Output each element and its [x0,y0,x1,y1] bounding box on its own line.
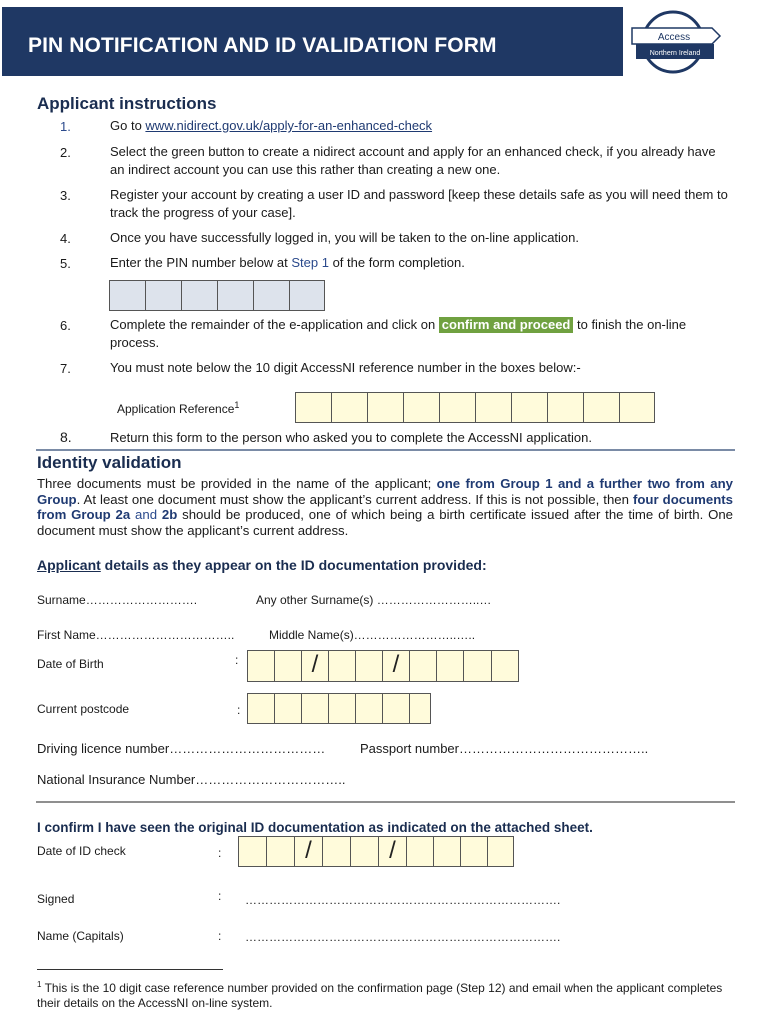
identity-group-2b: 2b [161,507,178,522]
step-2-number: 2. [60,145,71,160]
ref-box[interactable] [583,392,619,423]
identity-and: and [130,507,162,522]
step-1-reference: Step 1 [291,255,329,270]
postcode-box[interactable] [328,693,355,724]
page-title: PIN NOTIFICATION AND ID VALIDATION FORM [28,34,497,57]
step-7-text: You must note below the 10 digit AccessNI reference number in the boxes below:- [110,360,581,375]
confirm-heading: I confirm I have seen the original ID documentation as indicated on the attached sheet. [37,820,593,835]
logo-text-access: Access [657,32,691,43]
date-box[interactable] [460,836,487,867]
middle-name-field[interactable]: Middle Name(s)……………………..….. [269,628,476,642]
step-5-suffix: of the form completion. [328,255,465,270]
identity-heading: Identity validation [37,453,182,472]
ref-box[interactable] [367,392,403,423]
identity-text-3: should be produced, one of which being a birth certificate issued after the time of birth. One document must show the applicant’s current address. [37,507,733,538]
footnote-text: This is the 10 digit case reference number provided on the confirmation page (Step 12) and email when the applicant completes their details on the AccessNI on-line system. [37,981,723,1010]
pin-box[interactable] [253,280,289,311]
date-box[interactable] [350,836,378,867]
dob-box[interactable] [491,650,519,682]
date-box[interactable] [487,836,514,867]
date-box[interactable] [322,836,350,867]
footnote-rule [37,969,223,970]
identity-paragraph [37,476,733,538]
step-6-suffix: to finish the on-line process. [110,317,687,350]
postcode-box[interactable] [301,693,328,724]
footnote [37,977,737,1011]
instructions-heading: Applicant instructions [37,94,217,113]
ref-box[interactable] [295,392,331,423]
step-3-number: 3. [60,188,71,203]
dob-box[interactable] [355,650,382,682]
name-capitals-label: Name (Capitals) [37,929,124,943]
app-ref-footnote-mark: 1 [234,400,240,410]
date-separator: / [378,836,406,867]
passport-field[interactable]: Passport number…………………………………….. [360,741,649,756]
id-check-date-label: Date of ID check [37,844,126,858]
ref-box[interactable] [403,392,439,423]
confirm-and-proceed-label: confirm and proceed [439,317,574,333]
section-divider-2 [36,801,735,803]
step-4-text: Once you have successfully logged in, you will be taken to the on-line application. [110,230,580,245]
signature-line[interactable]: ……………………………………………………………………. [245,893,561,907]
surname-field[interactable]: Surname………………………. [37,593,198,607]
driving-licence-field[interactable]: Driving licence number……………………………… [37,741,326,756]
ref-box[interactable] [439,392,475,423]
other-surname-field[interactable]: Any other Surname(s) ……………………..… [256,593,492,607]
step-5-number: 5. [60,256,71,271]
postcode-box[interactable] [382,693,409,724]
step-6-text [110,316,730,352]
ref-box[interactable] [619,392,655,423]
date-box[interactable] [433,836,460,867]
step-8-text: Return this form to the person who asked you to complete the AccessNI application. [110,430,592,445]
dob-box[interactable] [463,650,491,682]
postcode-box[interactable] [409,693,431,724]
pin-box[interactable] [181,280,217,311]
step-8-number: 8. [60,429,72,445]
ref-box[interactable] [511,392,547,423]
applicant-heading-rest: details as they appear on the ID documentation provided: [100,557,487,573]
postcode-box[interactable] [274,693,301,724]
step-1-number: 1. [60,119,71,134]
step-7-number: 7. [60,361,71,376]
dob-separator: / [382,650,409,682]
ref-box[interactable] [475,392,511,423]
section-divider [36,449,735,451]
dob-box[interactable] [247,650,274,682]
date-box[interactable] [406,836,433,867]
signed-colon: : [218,889,222,903]
step-5-prefix: Enter the PIN number below at [110,255,292,270]
date-box[interactable] [266,836,294,867]
step-6-number: 6. [60,318,71,333]
dob-box[interactable] [274,650,301,682]
dob-boxes [247,650,519,682]
pin-box[interactable] [145,280,181,311]
dob-label: Date of Birth [37,657,104,671]
step-3-text: Register your account by creating a user ID and password [keep these details safe as you will need them to track the progress of your case]. [110,187,728,220]
pin-box[interactable] [109,280,145,311]
nidirect-link[interactable]: www.nidirect.gov.uk/apply-for-an-enhanced-check [145,118,433,133]
step-4-number: 4. [60,231,71,246]
step-1-text [110,117,432,135]
step-5-text [110,254,465,272]
postcode-colon: : [237,703,241,717]
step-1-prefix: Go to [110,118,146,133]
postcode-box[interactable] [355,693,382,724]
step-6-prefix: Complete the remainder of the e-application and click on [110,317,439,332]
applicant-underlined: Applicant [37,557,101,573]
step-2-text: Select the green button to create a nidirect account and apply for an enhanced check, if you already have an indirect account you can use this rather than creating a new one. [110,144,716,177]
postcode-box[interactable] [247,693,274,724]
applicant-details-heading [37,557,487,573]
date-box[interactable] [238,836,266,867]
postcode-label: Current postcode [37,702,130,716]
identity-text-2: . At least one document must show the applicant’s current address. If this is not possible, then [76,491,633,507]
date-separator: / [294,836,322,867]
ref-box[interactable] [547,392,583,423]
name-colon: : [218,929,222,943]
dob-box[interactable] [409,650,436,682]
first-name-field[interactable]: First Name…………………………….. [37,628,235,642]
pin-box[interactable] [289,280,325,311]
dob-colon: : [235,653,239,667]
footnote-mark: 1 [37,980,42,989]
identity-group-2a: four documents from Group 2a [37,491,733,522]
dob-box[interactable] [328,650,355,682]
app-ref-label [117,400,239,416]
app-ref-label-text: Application Reference [117,402,235,416]
accessni-logo [626,8,752,77]
identity-group-1-rule: one from Group 1 and a further two from any Group [37,476,734,507]
pin-box[interactable] [217,280,253,311]
ni-number-field[interactable]: National Insurance Number…………………………….. [37,772,346,787]
signed-label: Signed [37,892,75,906]
logo-text-ni: Northern Ireland [649,50,701,57]
postcode-boxes [247,693,431,724]
id-check-date-boxes [238,836,514,867]
dob-separator: / [301,650,328,682]
identity-text-1: Three documents must be provided in the name of the applicant; [37,476,437,491]
dob-box[interactable] [436,650,463,682]
name-capitals-line[interactable]: ……………………………………………………………………. [245,930,561,944]
pin-boxes [109,280,325,311]
ref-box[interactable] [331,392,367,423]
id-check-colon: : [218,846,222,860]
app-ref-boxes [295,392,655,423]
